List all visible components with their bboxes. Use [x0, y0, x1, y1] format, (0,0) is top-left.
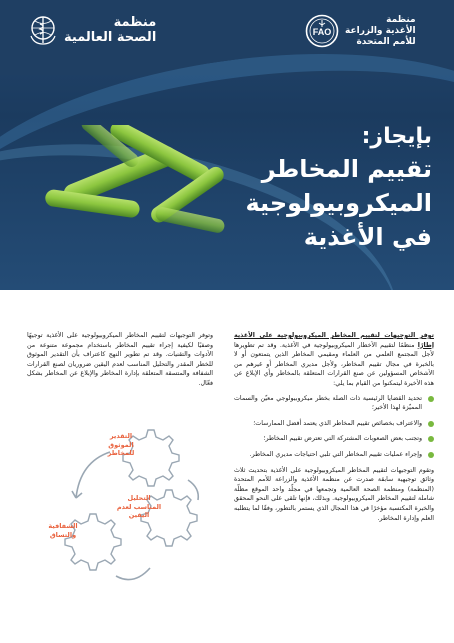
fao-emblem-icon	[305, 14, 339, 48]
cycle-arrow-icon	[116, 568, 150, 580]
cover-section	[0, 0, 454, 290]
fao-logo[interactable]	[305, 14, 416, 48]
list-item	[234, 394, 434, 413]
intro-bold: توفر التوجيهات لتقييم المخاطر الميكروبيولوجية على الأغذية إطارًا	[234, 332, 434, 349]
closing-paragraph: وتقوم التوجيهات لتقييم المخاطر الميكروبيولوجية على الأغذية بتحديث ثلاث وثائق توجيهية سابقة صدرت عن منظمة الأغذية والزراعة للأمم المتحدة (المنظمة) ومنظمة الصحة العالمية وتجمعها في مجلّد واحد الموقع مظلّة شاملة لتقييم المخاطر الميكروبيولوجية. وبذلك، فإنها تلقى على النحو المحقق والخبرة المكتسبة مؤخرًا في هذا المجال الذي يستمر بالتطور، وفقًا لما يتطلبه العلم وإدارة المخاطر.	[234, 466, 434, 522]
who-name-line: منظمة	[113, 15, 157, 30]
who-name	[64, 15, 156, 45]
left-column	[27, 331, 213, 389]
who-emblem-icon	[28, 14, 58, 46]
gear-label-line: الموثوق	[108, 440, 134, 449]
gear-label-line: اليقين	[128, 511, 150, 519]
gear-label-line: الشفافية	[48, 522, 78, 530]
bacteria-illustration	[35, 125, 240, 235]
who-logo[interactable]	[28, 14, 156, 46]
gear-label	[109, 494, 169, 520]
bullet-dot-icon	[428, 452, 434, 458]
right-column	[234, 331, 434, 528]
gears-diagram	[38, 418, 208, 603]
list-item-text: والاعتراف بخصائص تقييم المخاطر الذي يعتمد أفضل الممارسات؛	[253, 419, 422, 427]
gear-label	[91, 432, 151, 458]
gear-label	[33, 522, 93, 539]
svg-text:FAO: FAO	[312, 27, 332, 37]
gear-label-line: التحليل	[127, 494, 151, 502]
fao-name-line: الأغذية والزراعة	[345, 25, 416, 36]
cover-title-line: تقييم المخاطر	[261, 155, 432, 183]
bullet-dot-icon	[428, 436, 434, 442]
list-item	[234, 450, 434, 460]
intro-rest: منظمًا لتقييم الأخطار الميكروبيولوجية في الأغذية. وقد تم تطويرها لأجل المجتمع العلمي من العلماء ومقيمي المخاطر الذين يتمتعون أو لا بالخبرة في مجال تقييم المخاطر، ولأجل مديري المخاطر أو غيرهم من الأشخاص المسؤولين عن صنع القرارات المتعلقة بالمخاطر وأي الإبلاغ عن هذه الأخيرة ليتمكنوا من القيام بما يلي:	[234, 341, 434, 387]
gear-label-line: والتساق	[49, 530, 77, 539]
cover-kicker: بإيجاز:	[361, 124, 432, 149]
bullet-dot-icon	[428, 396, 434, 402]
fao-name-line: للأمم المتحدة	[356, 36, 416, 47]
cycle-arrow-icon	[76, 452, 110, 498]
left-paragraph: وتوفر التوجيهات لتقييم المخاطر الميكروبيولوجية على الأغذية توجيهًا وصفيًا لكيفية إجراء تقييم المخاطر باستخدام مجموعة متنوعة من الأدوات والتقنيات. وقد تم تطوير النهج كاعتراف بأن التقدير الموثوق للخطر المقدر والتحليل المناسب لعدم اليقين ضروريان لصنع القرارات الشفافة والمتسقة المتعلقة بإدارة المخاطر والإبلاغ عن المخاطر بشكل فعّال.	[27, 332, 213, 387]
gear-label-line: المناسب لعدم	[116, 502, 162, 511]
gear-label-line: للمخاطر	[107, 449, 135, 457]
gear-label-line: التقدير	[109, 432, 133, 440]
bullet-dot-icon	[428, 421, 434, 427]
who-name-line: الصحة العالمية	[64, 30, 157, 45]
cover-title-line: الميكروبيولوجية	[245, 189, 432, 217]
cycle-arrow-icon	[188, 480, 198, 500]
list-item-text: تحديد القضايا الرئيسية ذات الصلة بخطر ميكروبيولوجي معيّن والسمات المميّزة لهذا الأخير؛	[234, 394, 422, 412]
list-item	[234, 419, 434, 429]
fao-name-line: منظمة	[386, 14, 416, 25]
objectives-list	[234, 394, 434, 460]
bacterium	[154, 206, 225, 234]
cover-title-line: في الأغذية	[303, 223, 432, 251]
cover-title	[222, 122, 432, 254]
list-item-text: وإجراء عمليات تقييم المخاطر التي تلبي احتياجات مديري المخاطر.	[249, 450, 422, 458]
fao-name	[345, 15, 416, 48]
list-item	[234, 434, 434, 444]
intro-paragraph	[234, 331, 434, 389]
list-item-text: وتجنب بعض الصعوبات المشتركة التي تعترض تقييم المخاطر؛	[263, 435, 422, 443]
